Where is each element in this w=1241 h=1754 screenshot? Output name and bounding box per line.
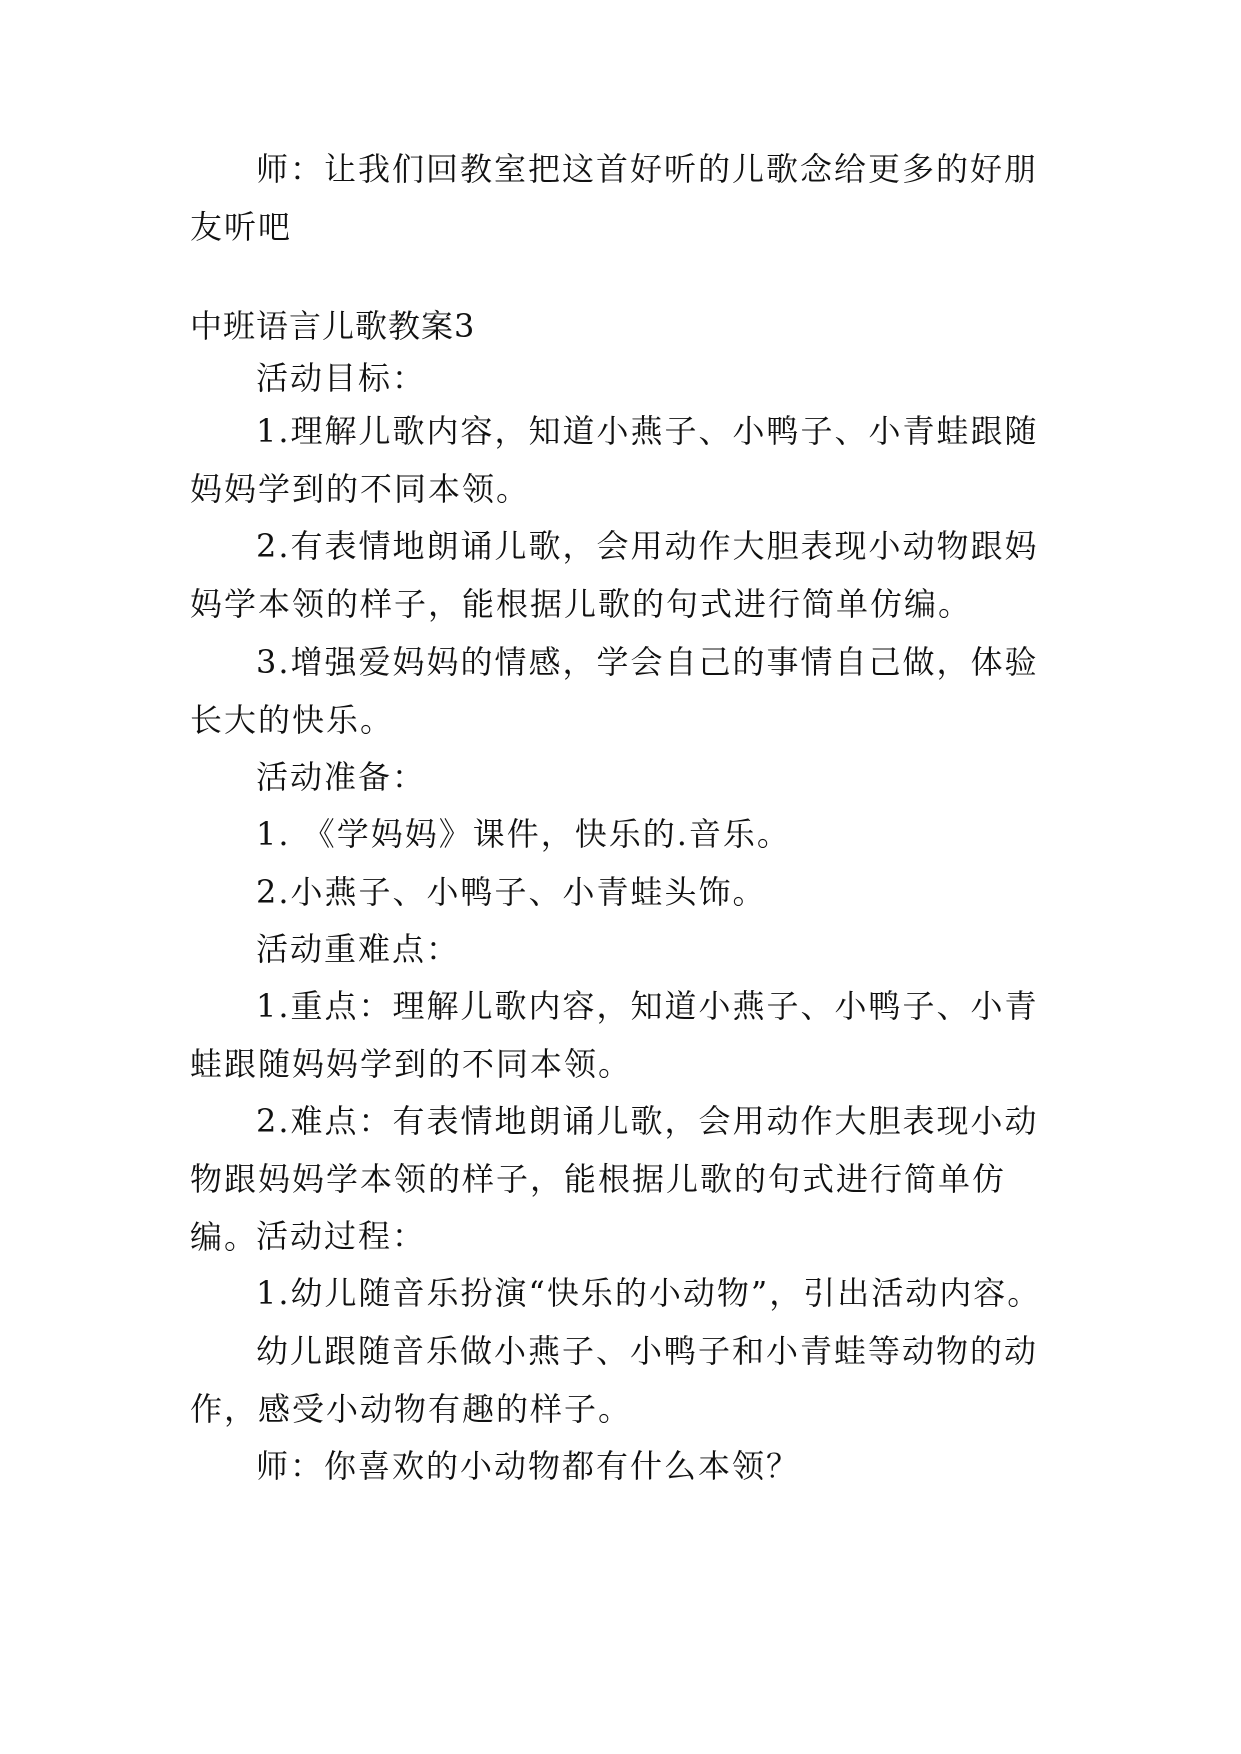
- prep-item-2: 2.小燕子、小鸭子、小青蛙头饰。: [256, 873, 767, 911]
- goal-item-1: 1.理解儿歌内容，知道小燕子、小鸭子、小青蛙跟随妈妈学到的不同本领。: [190, 412, 1039, 508]
- prep-item-1: 1. 《学妈妈》课件，快乐的.音乐。: [256, 815, 791, 853]
- process-item-1-detail: 幼儿跟随音乐做小燕子、小鸭子和小青蛙等动物的动作，感受小动物有趣的样子。: [190, 1332, 1039, 1428]
- key-heading: 活动重难点：: [256, 930, 461, 968]
- goal-item-3: 3.增强爱妈妈的情感，学会自己的事情自己做，体验长大的快乐。: [190, 643, 1039, 739]
- process-item-1: 1.幼儿随音乐扮演“快乐的小动物”，引出活动内容。: [256, 1274, 1042, 1312]
- goals-heading: 活动目标：: [256, 359, 427, 397]
- process-heading: 活动过程：: [256, 1217, 427, 1255]
- section-title: 中班语言儿歌教案3: [190, 307, 476, 345]
- key-item-1: 1.重点：理解儿歌内容，知道小燕子、小鸭子、小青蛙跟随妈妈学到的不同本领。: [190, 987, 1039, 1083]
- goal-item-2: 2.有表情地朗诵儿歌，会用动作大胆表现小动物跟妈妈学本领的样子，能根据儿歌的句式进行简单仿编。: [190, 527, 1039, 623]
- intro-paragraph: 师：让我们回教室把这首好听的儿歌念给更多的好朋友听吧: [190, 150, 1039, 246]
- teacher-question: 师：你喜欢的小动物都有什么本领？: [256, 1447, 801, 1485]
- prep-heading: 活动准备：: [256, 758, 427, 796]
- key-item-2: 2.难点：有表情地朗诵儿歌，会用动作大胆表现小动物跟妈妈学本领的样子，能根据儿歌的句式进行简单仿编。: [190, 1102, 1039, 1256]
